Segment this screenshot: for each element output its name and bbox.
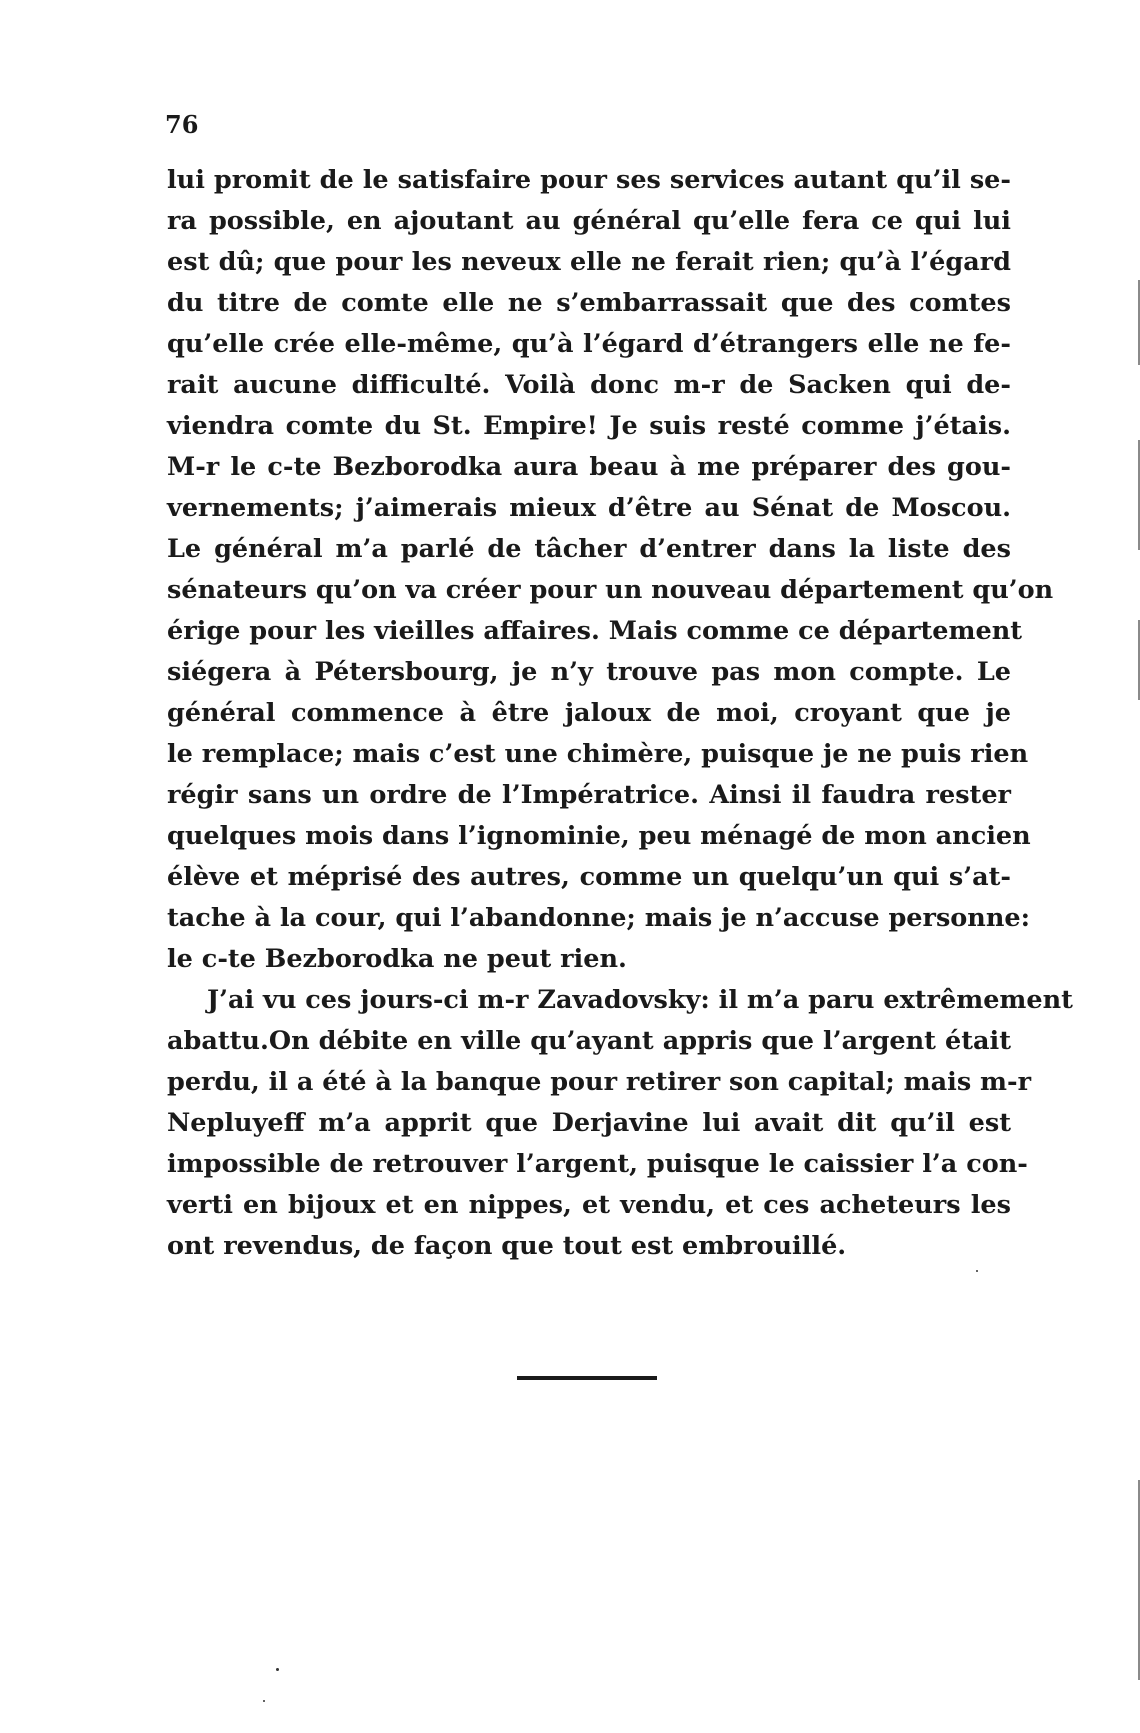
text-line: Nepluyeff m’a apprit que Derjavine lui avait dit qu’il est <box>167 1108 1011 1138</box>
text-line: régir sans un ordre de l’Impératrice. Ainsi il faudra rester <box>167 780 1011 810</box>
text-line: vernements; j’aimerais mieux d’être au Sénat de Moscou. <box>167 493 1011 523</box>
scan-speck <box>263 1700 265 1702</box>
text-line: tache à la cour, qui l’abandonne; mais je n’accuse personne: <box>167 903 1031 933</box>
text-line: viendra comte du St. Empire! Je suis resté comme j’étais. <box>167 411 1011 441</box>
body-text <box>167 160 1073 1267</box>
text-line: abattu.On débite en ville qu’ayant appris que l’argent était <box>167 1026 1011 1056</box>
text-line: M-r le c-te Bezborodka aura beau à me préparer des gou- <box>167 452 1011 482</box>
text-line: du titre de comte elle ne s’embarrassait que des comtes <box>167 288 1011 318</box>
text-line: général commence à être jaloux de moi, croyant que je <box>167 698 1011 728</box>
section-end-rule <box>517 1376 657 1380</box>
paragraph-start-line: J’ai vu ces jours-ci m-r Zavadovsky: il m’a paru extrêmement <box>207 985 1073 1015</box>
text-line: siégera à Pétersbourg, je n’y trouve pas mon compte. Le <box>167 657 1011 687</box>
text-line: ra possible, en ajoutant au général qu’elle fera ce qui lui <box>167 206 1011 236</box>
text-line: verti en bijoux et en nippes, et vendu, et ces acheteurs les <box>167 1190 1011 1220</box>
text-line: rait aucune difficulté. Voilà donc m-r de Sacken qui de- <box>167 370 1011 400</box>
text-line: sénateurs qu’on va créer pour un nouveau département qu’on <box>167 575 1054 605</box>
text-line: impossible de retrouver l’argent, puisque le caissier l’a con- <box>167 1149 1028 1179</box>
text-line: lui promit de le satisfaire pour ses services autant qu’il se- <box>167 165 1011 195</box>
scan-speck <box>976 1270 978 1272</box>
paragraph-end-line: ont revendus, de façon que tout est embrouillé. <box>167 1231 847 1261</box>
text-line: est dû; que pour les neveux elle ne ferait rien; qu’à l’égard <box>167 247 1011 277</box>
text-line: qu’elle crée elle-même, qu’à l’égard d’étrangers elle ne fe- <box>167 329 1011 359</box>
text-line: érige pour les vieilles affaires. Mais comme ce département <box>167 616 1023 646</box>
text-line: élève et méprisé des autres, comme un quelqu’un qui s’at- <box>167 862 1011 892</box>
text-line: Le général m’a parlé de tâcher d’entrer dans la liste des <box>167 534 1011 564</box>
text-line: quelques mois dans l’ignominie, peu ménagé de mon ancien <box>167 821 1031 851</box>
paragraph-end-line: le c-te Bezborodka ne peut rien. <box>167 944 627 974</box>
scan-speck <box>276 1668 279 1671</box>
text-line: perdu, il a été à la banque pour retirer son capital; mais m-r <box>167 1067 1032 1097</box>
page-number: 76 <box>165 110 199 139</box>
text-line: le remplace; mais c’est une chimère, puisque je ne puis rien <box>167 739 1029 769</box>
